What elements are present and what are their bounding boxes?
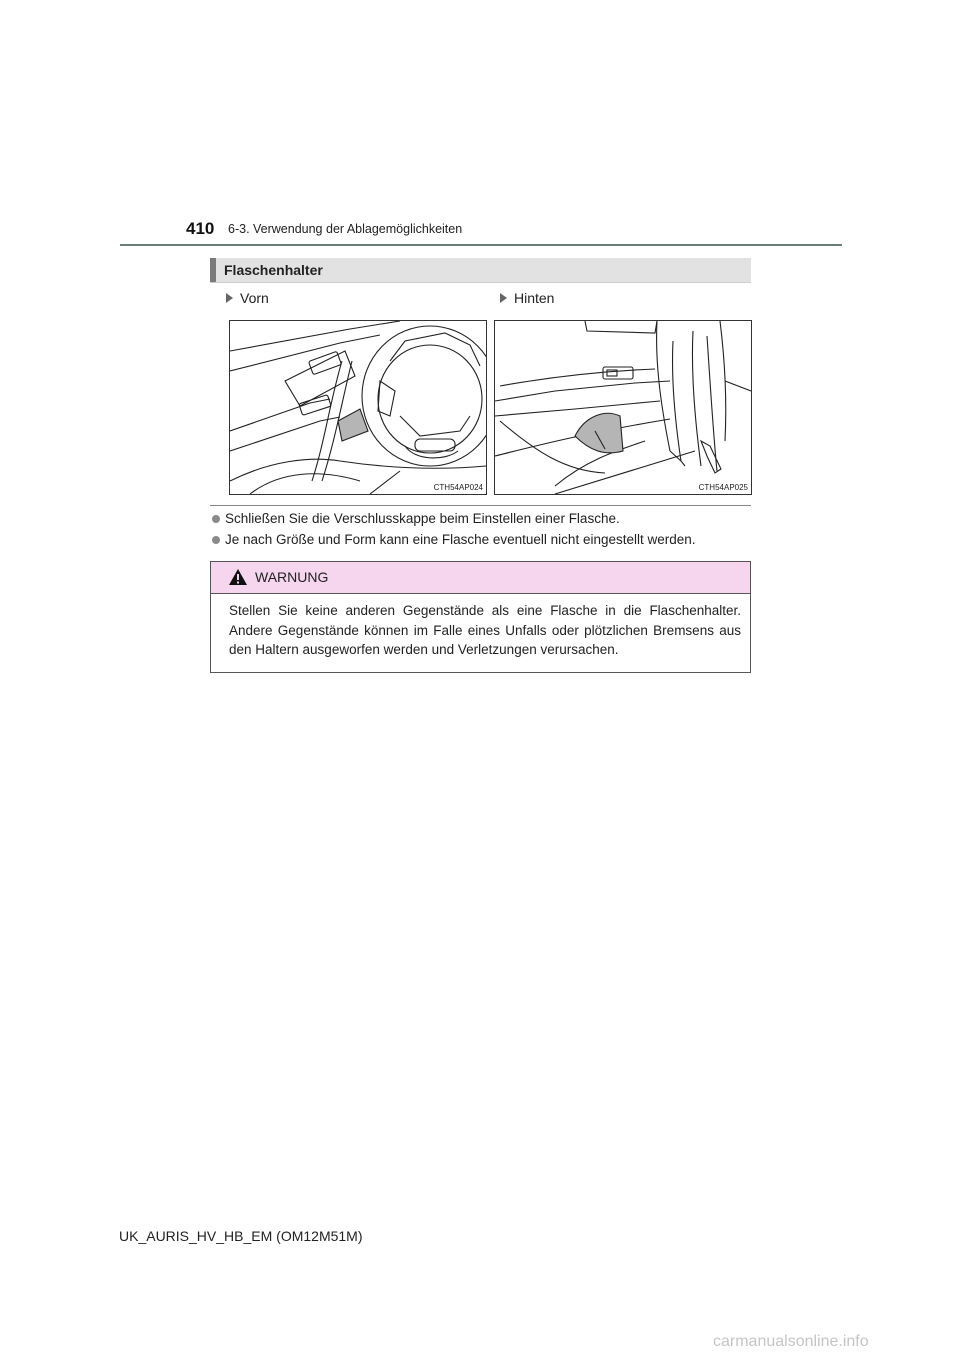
section-divider — [210, 505, 751, 506]
manual-code: UK_AURIS_HV_HB_EM (OM12M51M) — [119, 1228, 363, 1244]
header-rule — [120, 244, 842, 246]
warning-header — [211, 562, 750, 594]
note-text: Schließen Sie die Verschlusskappe beim Einstellen einer Flasche. — [225, 511, 620, 526]
figure-caption-front — [226, 290, 269, 306]
triangle-right-icon — [226, 293, 233, 303]
warning-text: Stellen Sie keine anderen Gegenstände als eine Flasche in die Flaschenhalter. Andere Gegenstände können im Falle eines Unfalls oder plötzlichen Bremsens aus den Haltern ausgeworfen werden und Verletzungen verursachen. — [229, 603, 741, 657]
section-title: Flaschenhalter — [224, 262, 323, 278]
warning-title: WARNUNG — [255, 569, 329, 585]
chapter-title: 6-3. Verwendung der Ablagemöglichkeiten — [228, 222, 463, 236]
section-accent — [210, 258, 216, 282]
section-heading — [210, 258, 751, 283]
rear-bottle-holder-illustration — [494, 320, 752, 495]
warning-triangle-icon — [228, 568, 248, 586]
caption-front-label: Vorn — [240, 290, 269, 306]
note-item — [212, 532, 696, 547]
watermark[interactable]: carmanualsonline.info — [713, 1333, 869, 1350]
triangle-right-icon — [500, 293, 507, 303]
warning-box — [210, 561, 751, 673]
note-item — [212, 511, 620, 526]
note-text: Je nach Größe und Form kann eine Flasche eventuell nicht eingestellt werden. — [225, 532, 696, 547]
page-number: 410 — [186, 219, 215, 238]
figure-caption-rear — [500, 290, 554, 306]
figure-code-front: CTH54AP024 — [433, 483, 483, 492]
front-bottle-holder-illustration — [229, 320, 487, 495]
bullet-dot-icon — [212, 536, 220, 544]
bullet-dot-icon — [212, 515, 220, 523]
figure-code-rear: CTH54AP025 — [698, 483, 748, 492]
caption-rear-label: Hinten — [514, 290, 555, 306]
